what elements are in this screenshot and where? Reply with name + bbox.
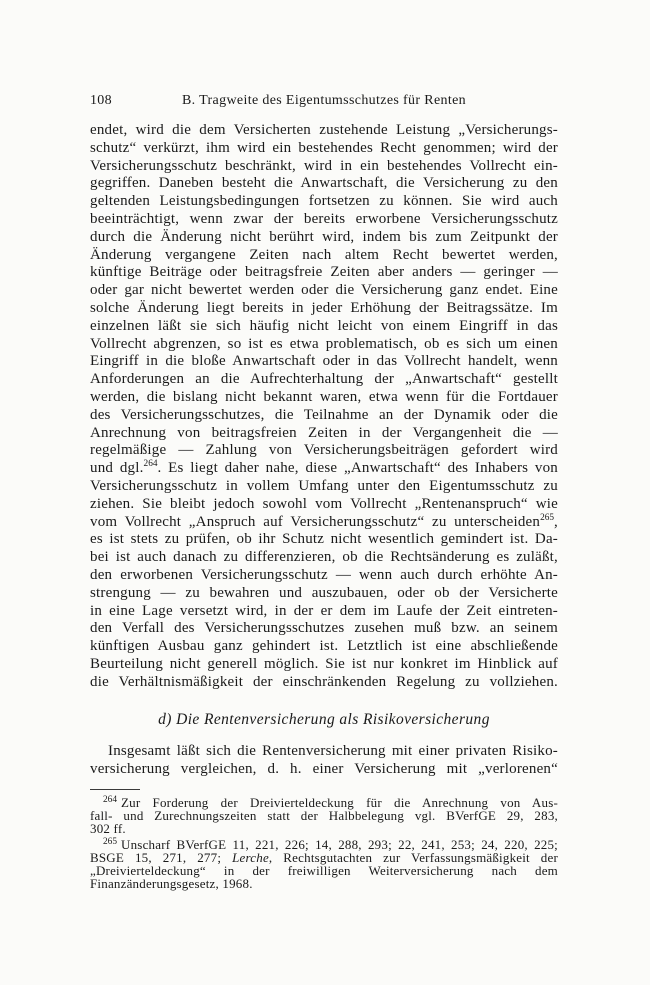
text-line [90,247,558,265]
line-text: werden, die bislang nicht bekannt waren, etwa wenn für die Fortdauer [90,388,558,405]
running-header [90,92,558,110]
text-line [90,743,558,761]
line-text: strengung — zu bewahren und auszubauen, oder ob der Versicherte [90,584,558,601]
text-line [90,549,558,567]
line-text: 302 ff. [90,821,126,836]
line-text: bei ist auch danach zu differenzieren, ob die Rechtsänderung es zuläßt, [90,549,558,566]
text-line [90,531,558,549]
text-line [90,353,558,371]
footnote [90,796,558,835]
line-text: Finanzänderungsgesetz, 1968. [90,876,253,891]
line-text: endet, wird die dem Versicherten zustehende Leistung „Versicherungs- [90,122,558,138]
text-line [90,336,558,354]
text-line [90,656,558,674]
text-line [90,460,558,478]
line-text: Vollrecht abgrenzen, so ist es etwa problematisch, ob es sich um einen [90,335,558,352]
text-line [90,318,558,336]
page-number: 108 [90,93,112,108]
line-text: regelmäßige — Zahlung von Versicherungsbeiträgen gefordert wird [90,442,558,459]
text-line [90,761,558,779]
line-text: , [554,513,558,530]
text-line [90,371,558,389]
footnote-reference: 265 [540,512,555,523]
text-line [90,140,558,158]
line-text: Eingriff in die bloße Anwartschaft oder in das Vollrecht handelt, wenn [90,353,558,370]
line-text: Versicherungsschutz beschränkt, wird in ein bestehendes Vollrecht ein- [90,157,558,174]
line-text: versicherung vergleichen, d. h. einer Versicherung mit „verlorenen“ [90,760,558,777]
line-text: solche Änderung liegt bereits in jeder Erhöhung der Beitragssätze. Im [90,299,558,316]
line-text: Anforderungen an die Aufrechterhaltung der „Anwartschaft“ gestellt [90,371,558,388]
line-text: Zur Forderung der Dreivierteldeckung für die Anrechnung von Aus- [121,795,558,810]
text-line [90,211,558,229]
line-text: den erworbenen Versicherungsschutz — wenn auch durch erhöhte An- [90,566,558,583]
text-line [90,514,558,532]
line-text: des Versicherungsschutzes, die Teilnahme an der Dynamik oder die [90,406,558,423]
line-text: schutz“ verkürzt, ihm wird ein bestehendes Recht genommen; wird der [90,139,558,156]
italic-author-name: Lerche [232,850,269,865]
footnote [90,838,558,890]
line-text: Beurteilung nicht generell möglich. Sie ist nur konkret im Hinblick auf [90,655,558,672]
text-line [90,264,558,282]
line-text: Insgesamt läßt sich die Rentenversicherung mit einer privaten Risiko- [108,743,558,759]
text-line [90,300,558,318]
line-text: den Verfall des Versicherungsschutzes zusehen muß bzw. an seinem [90,620,558,637]
line-text: es ist stets zu prüfen, ob ihr Schutz nicht wesentlich gemindert ist. Da- [90,531,558,548]
line-text: Versicherungsschutz in vollem Umfang unter den Eigentumsschutz zu [90,477,558,494]
line-text: einzelnen läßt sie sich häufig nicht leicht von einem Eingriff in das [90,317,558,334]
text-line [90,496,558,514]
footnote-line [90,809,558,822]
section-heading: d) Die Rentenversicherung als Risikoversicherung [158,711,490,728]
footnote-separator [90,789,140,790]
footnote-reference: 264 [143,459,158,470]
text-line [90,567,558,585]
text-line [90,425,558,443]
text-line [90,389,558,407]
footnote-number: 264 [103,794,118,805]
section-paragraph [90,743,558,779]
line-text: „Dreivierteldeckung“ in der freiwilligen Weiterversicherung nach dem [90,863,558,878]
line-text: künftige Beiträge oder beitragsfreie Zeiten aber anders — geringer — [90,264,558,281]
line-text: gegriffen. Daneben besteht die Anwartschaft, die Versicherung zu den [90,175,558,192]
line-text: fall- und Zurechnungszeiten statt der Halbbelegung vgl. BVerfGE 29, 283, [90,808,558,823]
line-text: und dgl. [90,460,144,477]
line-text: vom Vollrecht „Anspruch auf Versicherungsschutz“ zu unterscheiden [90,513,541,530]
footnote-line [90,822,558,835]
line-text: durch die Änderung nicht berührt wird, indem bis zum Zeitpunkt der [90,228,558,245]
text-line [90,122,558,140]
line-text: Unscharf BVerfGE 11, 221, 226; 14, 288, 293; 22, 241, 253; 24, 220, 225; [121,837,558,852]
text-line [90,193,558,211]
text-line [90,442,558,460]
line-text: . Es liegt daher nahe, diese „Anwartschaft“ des Inhabers von [157,460,558,477]
line-text: künftigen Ausbau ganz gehindert ist. Letztlich ist eine abschließende [90,638,558,655]
line-text: , Rechtsgutachten zur Verfassungsmäßigkeit der [268,850,558,865]
text-line [90,638,558,656]
line-text: Anrechnung von beitragsfreien Zeiten in der Vergangenheit die — [90,424,558,441]
body-paragraph [90,122,558,692]
text-line [90,585,558,603]
footnote-line [90,877,558,890]
text-line [90,620,558,638]
text-line [90,603,558,621]
line-text: ziehen. Sie bleibt jedoch sowohl vom Vollrecht „Rentenanspruch“ wie [90,495,558,512]
text-line [90,282,558,300]
text-line [90,478,558,496]
line-text: beeinträchtigt, wenn zwar der bereits erworbene Versicherungsschutz [90,210,558,227]
text-line [90,158,558,176]
text-line [90,407,558,425]
text-line [90,674,558,692]
text-line [90,175,558,193]
line-text: oder gar nicht bewertet werden oder die Versicherung ganz endet. Eine [90,282,558,299]
text-line [90,229,558,247]
line-text: BSGE 15, 271, 277; [90,850,233,865]
line-text: in eine Lage versetzt wird, in der er dem im Laufe der Zeit eintreten- [90,602,558,619]
line-text: geltenden Leistungsbedingungen fortsetzen zu können. Sie wird auch [90,193,558,210]
footnote-number: 265 [103,836,118,847]
running-title: B. Tragweite des Eigentumsschutzes für Renten [181,93,467,108]
line-text: Änderung vergangene Zeiten nach altem Recht bewertet werden, [90,246,558,263]
line-text: die Verhältnismäßigkeit der einschränkenden Regelung zu vollziehen. [90,673,558,690]
footnotes [90,796,558,893]
